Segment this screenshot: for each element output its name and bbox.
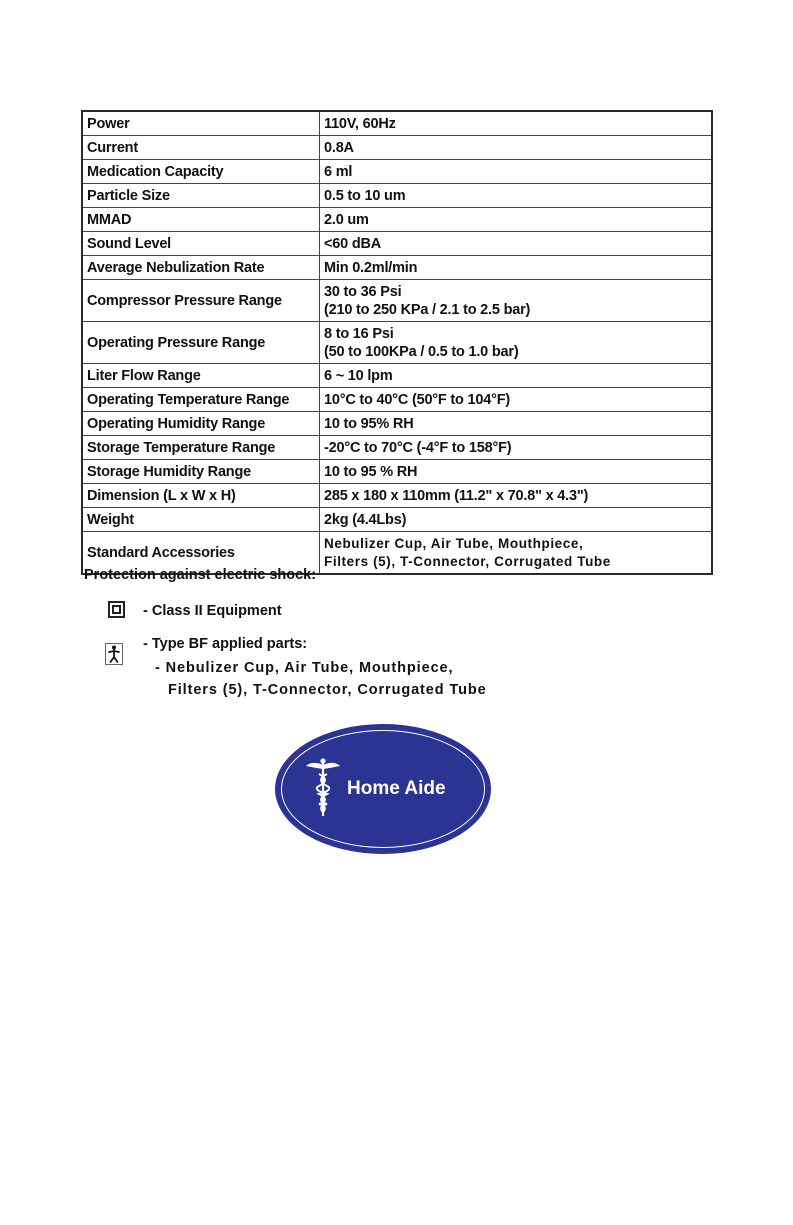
- spec-value: [320, 136, 713, 160]
- spec-label: Liter Flow Range: [82, 364, 320, 388]
- spec-row-weight: [82, 508, 712, 532]
- spec-value: [320, 532, 713, 575]
- spec-value-line: 10 to 95% RH: [324, 415, 414, 432]
- spec-label: Weight: [82, 508, 320, 532]
- spec-value-line: 6 ml: [324, 163, 353, 180]
- spec-value: [320, 280, 713, 322]
- spec-row-sound-level: [82, 232, 712, 256]
- caduceus-icon: [305, 756, 341, 820]
- spec-value-line: 10°C to 40°C (50°F to 104°F): [324, 391, 511, 408]
- spec-label: Current: [82, 136, 320, 160]
- spec-row-dimension: [82, 484, 712, 508]
- spec-value: [320, 111, 713, 136]
- spec-value-line: (210 to 250 KPa / 2.1 to 2.5 bar): [324, 301, 531, 318]
- spec-label: Storage Humidity Range: [82, 460, 320, 484]
- spec-row-nebulization-rate: [82, 256, 712, 280]
- spec-value: [320, 322, 713, 364]
- spec-label: Dimension (L x W x H): [82, 484, 320, 508]
- spec-row-mmad: [82, 208, 712, 232]
- spec-label: Sound Level: [82, 232, 320, 256]
- spec-value: [320, 436, 713, 460]
- spec-row-compressor-pressure: [82, 280, 712, 322]
- spec-value: [320, 412, 713, 436]
- spec-value: [320, 160, 713, 184]
- spec-value: [320, 364, 713, 388]
- spec-row-operating-humidity: [82, 412, 712, 436]
- spec-value: [320, 460, 713, 484]
- spec-row-operating-temperature: [82, 388, 712, 412]
- spec-value: [320, 256, 713, 280]
- class-ii-inner-square: [112, 605, 121, 614]
- spec-value-line: 0.5 to 10 um: [324, 187, 406, 204]
- spec-value-line: 2.0 um: [324, 211, 369, 228]
- spec-value-line: Filters (5), T-Connector, Corrugated Tube: [324, 553, 611, 569]
- spec-value-line: 0.8A: [324, 139, 354, 156]
- spec-row-particle-size: [82, 184, 712, 208]
- spec-row-power: [82, 111, 712, 136]
- spec-value-line: 285 x 180 x 110mm (11.2" x 70.8" x 4.3"): [324, 487, 589, 504]
- type-bf-label: - Type BF applied parts:: [143, 636, 308, 652]
- spec-value: [320, 184, 713, 208]
- spec-label: Operating Temperature Range: [82, 388, 320, 412]
- spec-value-line: Nebulizer Cup, Air Tube, Mouthpiece,: [324, 535, 584, 551]
- spec-label: Storage Temperature Range: [82, 436, 320, 460]
- spec-value-line: -20°C to 70°C (-4°F to 158°F): [324, 439, 512, 456]
- spec-label: Operating Pressure Range: [82, 322, 320, 364]
- spec-label: Power: [82, 111, 320, 136]
- class-ii-label: - Class II Equipment: [143, 603, 282, 619]
- spec-label: Average Nebulization Rate: [82, 256, 320, 280]
- type-bf-parts: [155, 657, 487, 701]
- type-bf-person-svg: [106, 644, 122, 664]
- spec-table-body: [82, 111, 712, 574]
- spec-label: Standard Accessories: [82, 532, 320, 575]
- spec-value: [320, 208, 713, 232]
- spec-value-line: 30 to 36 Psi: [324, 283, 402, 300]
- spec-value-line: <60 dBA: [324, 235, 382, 252]
- spec-value-line: 10 to 95 % RH: [324, 463, 418, 480]
- spec-value-line: 6 ~ 10 lpm: [324, 367, 393, 384]
- spec-value-line: 8 to 16 Psi: [324, 325, 394, 342]
- type-bf-parts-line1: - Nebulizer Cup, Air Tube, Mouthpiece,: [155, 660, 454, 676]
- spec-row-medication-capacity: [82, 160, 712, 184]
- spec-value: [320, 232, 713, 256]
- type-bf-person-icon: [105, 643, 123, 665]
- spec-row-liter-flow: [82, 364, 712, 388]
- spec-row-current: [82, 136, 712, 160]
- spec-value-line: Min 0.2ml/min: [324, 259, 418, 276]
- spec-row-operating-pressure: [82, 322, 712, 364]
- spec-label: Particle Size: [82, 184, 320, 208]
- spec-value-line: (50 to 100KPa / 0.5 to 1.0 bar): [324, 343, 519, 360]
- protection-title: Protection against electric shock:: [84, 567, 317, 583]
- spec-label: Operating Humidity Range: [82, 412, 320, 436]
- spec-value: [320, 388, 713, 412]
- spec-value-line: 110V, 60Hz: [324, 115, 396, 132]
- logo-text: Home Aide: [347, 778, 446, 799]
- home-aide-logo: [277, 726, 489, 852]
- spec-label: Compressor Pressure Range: [82, 280, 320, 322]
- type-bf-parts-line2: Filters (5), T-Connector, Corrugated Tube: [168, 682, 487, 698]
- spec-row-storage-temperature: [82, 436, 712, 460]
- class-ii-double-square-icon: [108, 601, 125, 618]
- spec-row-storage-humidity: [82, 460, 712, 484]
- spec-table: [81, 110, 713, 575]
- spec-label: Medication Capacity: [82, 160, 320, 184]
- spec-value-line: 2kg (4.4Lbs): [324, 511, 407, 528]
- spec-value: [320, 508, 713, 532]
- spec-label: MMAD: [82, 208, 320, 232]
- spec-value: [320, 484, 713, 508]
